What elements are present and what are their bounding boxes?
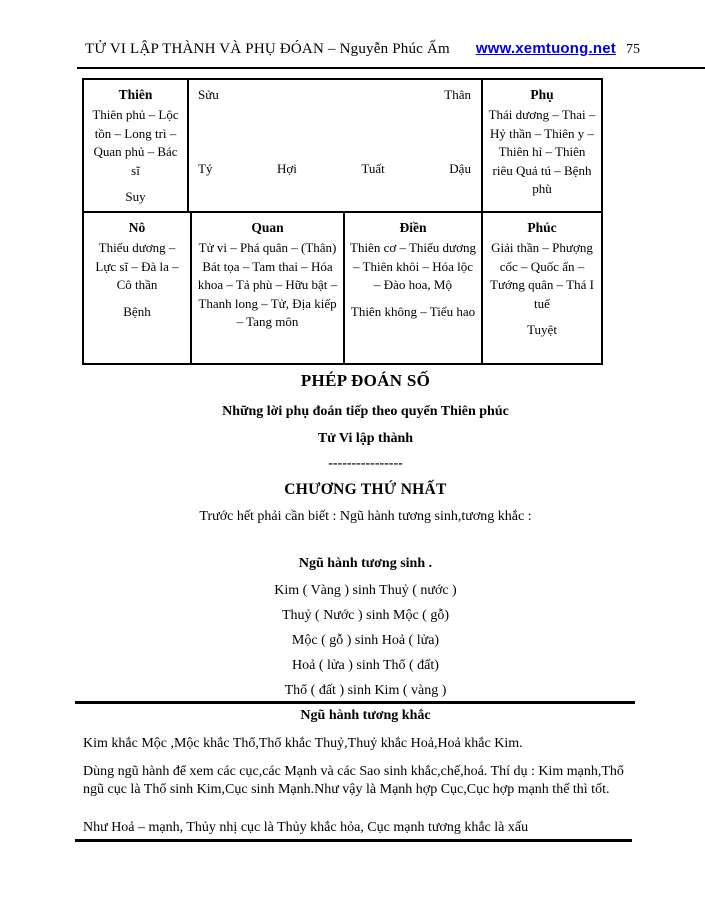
dash-divider: ---------------- [328, 456, 403, 471]
subtitle-line-2: Tử Vi lập thành [317, 431, 414, 446]
sinh-line: Hoả ( lửa ) sinh Thổ ( đất) [292, 658, 439, 673]
sinh-line: Kim ( Vàng ) sinh Thuỷ ( nước ) [274, 583, 457, 598]
paragraph-2: Như Hoả – mạnh, Thủy nhị cục là Thủy khắc hỏa, Cục mạnh tương khắc là xấu [83, 820, 529, 835]
astrology-chart-table [82, 78, 603, 365]
cell-body: Thiên phủ – Lộc tồn – Long trì – Quan phủ – Bác sĩ [92, 107, 179, 178]
table-cell-dien [345, 213, 483, 363]
sinh-line: Thổ ( đất ) sinh Kim ( vàng ) [284, 683, 447, 698]
sinh-heading: Ngũ hành tương sinh . [298, 556, 433, 571]
mid-rule [75, 701, 635, 704]
branch-tuat: Tuất [361, 161, 385, 176]
site-link[interactable]: www.xemtuong.net [475, 40, 616, 57]
cell-heading: Phúc [527, 220, 557, 235]
book-title: TỬ VI LẬP THÀNH VÀ PHỤ ĐÓAN – Nguyễn Phúc Ấm [85, 41, 450, 57]
table-cell-phu [483, 80, 601, 211]
cell-footer: Suy [125, 188, 146, 204]
branch-than: Thân [444, 87, 471, 102]
chapter-heading: CHƯƠNG THỨ NHẤT [284, 481, 447, 498]
cell-footer: Bệnh [123, 303, 151, 319]
cell-body: Tử vi – Phá quân – (Thân) Bát tọa – Tam thai – Hóa khoa – Tả phù – Hữu bật – Thanh long – Tử, Địa kiếp – Tang môn [197, 240, 338, 329]
khac-line: Kim khắc Mộc ,Mộc khắc Thổ,Thổ khắc Thuỷ,Thuỷ khắc Hoả,Hoả khắc Kim. [83, 736, 523, 751]
sinh-line: Thuỷ ( Nước ) sinh Mộc ( gỗ) [281, 608, 449, 623]
header-rule [77, 67, 705, 69]
cell-heading: Thiên [118, 87, 153, 102]
cell-footer: Tuyệt [527, 321, 557, 337]
page-number: 75 [626, 42, 640, 57]
branch-bottom-row [198, 160, 471, 178]
cell-heading: Điền [399, 220, 427, 235]
section-title: PHÉP ĐOÁN SỐ [300, 371, 431, 390]
branch-hoi: Hợi [276, 161, 297, 176]
cell-body: Thái dương – Thai – Hỷ thần – Thiên y – Thiên hỉ – Thiên riêu Quả tú – Bệnh phù [488, 107, 596, 196]
branch-ty: Tý [198, 161, 213, 176]
table-cell-quan [192, 213, 345, 363]
cell-heading: Phụ [530, 87, 554, 102]
table-cell-phuc [483, 213, 601, 363]
table-row-1 [84, 80, 601, 213]
page-header [85, 40, 640, 58]
branch-dau: Dậu [449, 161, 471, 176]
sinh-line: Mộc ( gỗ ) sinh Hoả ( lửa) [291, 633, 440, 648]
branch-suu: Sửu [198, 87, 219, 102]
table-cell-no [84, 213, 192, 363]
table-row-2 [84, 213, 601, 363]
khac-heading: Ngũ hành tương khắc [300, 708, 431, 723]
cell-body: Giải thần – Phượng cốc – Quốc ấn – Tướng quân – Thá I tuế [490, 240, 594, 311]
table-cell-branches [189, 80, 483, 211]
intro-line: Trước hết phải cần biết : Ngũ hành tương sinh,tương khắc : [199, 509, 532, 524]
bottom-rule [75, 839, 632, 842]
subtitle-line-1: Những lời phụ đoán tiếp theo quyển Thiên phúc [222, 404, 509, 419]
header-right [476, 40, 640, 58]
paragraph-1: Dùng ngũ hành để xem các cục,các Mạnh và các Sao sinh khắc,chế,hoá. Thí dụ : Kim mạnh,Thổ ngũ cục là Thổ sinh Kim,Cục sinh Mạnh.Như vậy là Mạnh hợp Cục,Cục hợp mạnh thế thì tốt. [83, 764, 624, 798]
cell-heading: Quan [251, 220, 284, 235]
cell-body: Thiếu dương – Lực sĩ – Đà la – Cô thần [95, 240, 179, 293]
table-cell-thien [84, 80, 189, 211]
cell-footer: Thiên không – Tiểu hao [350, 303, 476, 319]
cell-heading: Nô [128, 220, 146, 235]
cell-body: Thiên cơ – Thiếu dương – Thiên khôi – Hóa lộc – Đào hoa, Mộ [350, 240, 476, 293]
